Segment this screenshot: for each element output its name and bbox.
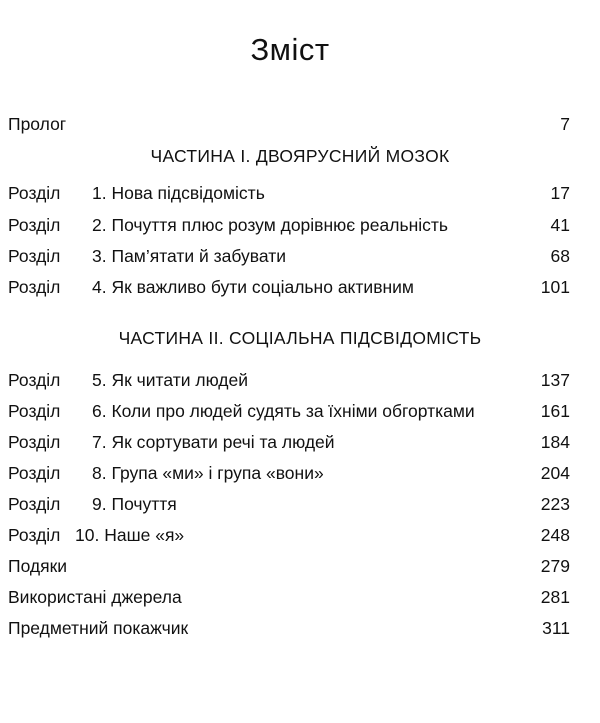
entry-page: 223 xyxy=(540,494,570,514)
chapter-label: Розділ xyxy=(8,401,61,421)
entry-title: Подяки xyxy=(8,556,68,576)
chapter-label: Розділ xyxy=(8,215,61,235)
entry-title: Використані джерела xyxy=(8,587,182,607)
toc-entry xyxy=(8,242,570,270)
entry-page: 161 xyxy=(540,401,570,421)
entry-page: 204 xyxy=(540,463,570,483)
toc-entry xyxy=(8,428,570,456)
part-heading: ЧАСТИНА I. ДВОЯРУСНИЙ МОЗОК xyxy=(150,146,450,166)
entry-title: Пролог xyxy=(8,114,67,134)
chapter-label: Розділ xyxy=(8,525,61,545)
toc-entry xyxy=(8,273,570,301)
entry-title: Предметний покажчик xyxy=(8,618,189,638)
chapter-title: 3. Пам’ятати й забувати xyxy=(92,246,287,266)
toc-entry xyxy=(8,490,570,518)
entry-page: 281 xyxy=(540,587,570,607)
chapter-title: 7. Як сортувати речі та людей xyxy=(92,432,335,452)
chapter-label: Розділ xyxy=(8,494,61,514)
entry-page: 137 xyxy=(540,370,570,390)
toc-entry xyxy=(8,366,570,394)
toc-entry xyxy=(8,459,570,487)
toc-entry xyxy=(8,521,570,549)
chapter-label: Розділ xyxy=(8,463,61,483)
chapter-title: 9. Почуття xyxy=(92,494,177,514)
entry-page: 184 xyxy=(540,432,570,452)
chapter-label: Розділ xyxy=(8,370,61,390)
toc-entry-back-matter xyxy=(8,583,570,611)
chapter-title: 2. Почуття плюс розум дорівнює реальність xyxy=(92,215,449,235)
chapter-label: Розділ xyxy=(8,246,61,266)
chapter-title: 5. Як читати людей xyxy=(92,370,249,390)
chapter-title: 10. Наше «я» xyxy=(75,525,185,545)
chapter-title: 8. Група «ми» і група «вони» xyxy=(92,463,324,483)
chapter-title: 6. Коли про людей судять за їхніми обгортками xyxy=(92,401,475,421)
toc-entry xyxy=(8,179,570,207)
entry-page: 7 xyxy=(560,114,570,134)
entry-page: 68 xyxy=(550,246,570,266)
toc-entry-prologue xyxy=(8,110,570,138)
toc-entry-back-matter xyxy=(8,614,570,642)
toc-entry-back-matter xyxy=(8,552,570,580)
chapter-title: 1. Нова підсвідомість xyxy=(92,183,265,203)
chapter-title: 4. Як важливо бути соціально активним xyxy=(92,277,414,297)
entry-page: 101 xyxy=(540,277,570,297)
page-title: Зміст xyxy=(250,32,330,67)
entry-page: 41 xyxy=(550,215,570,235)
chapter-label: Розділ xyxy=(8,432,61,452)
toc-entry xyxy=(8,211,570,239)
chapter-label: Розділ xyxy=(8,183,61,203)
entry-page: 279 xyxy=(540,556,570,576)
toc-entry xyxy=(8,397,570,425)
entry-page: 248 xyxy=(540,525,570,545)
entry-page: 17 xyxy=(550,183,570,203)
entry-page: 311 xyxy=(542,618,570,638)
part-heading: ЧАСТИНА II. СОЦІАЛЬНА ПІДСВІДОМІСТЬ xyxy=(118,328,482,348)
chapter-label: Розділ xyxy=(8,277,61,297)
